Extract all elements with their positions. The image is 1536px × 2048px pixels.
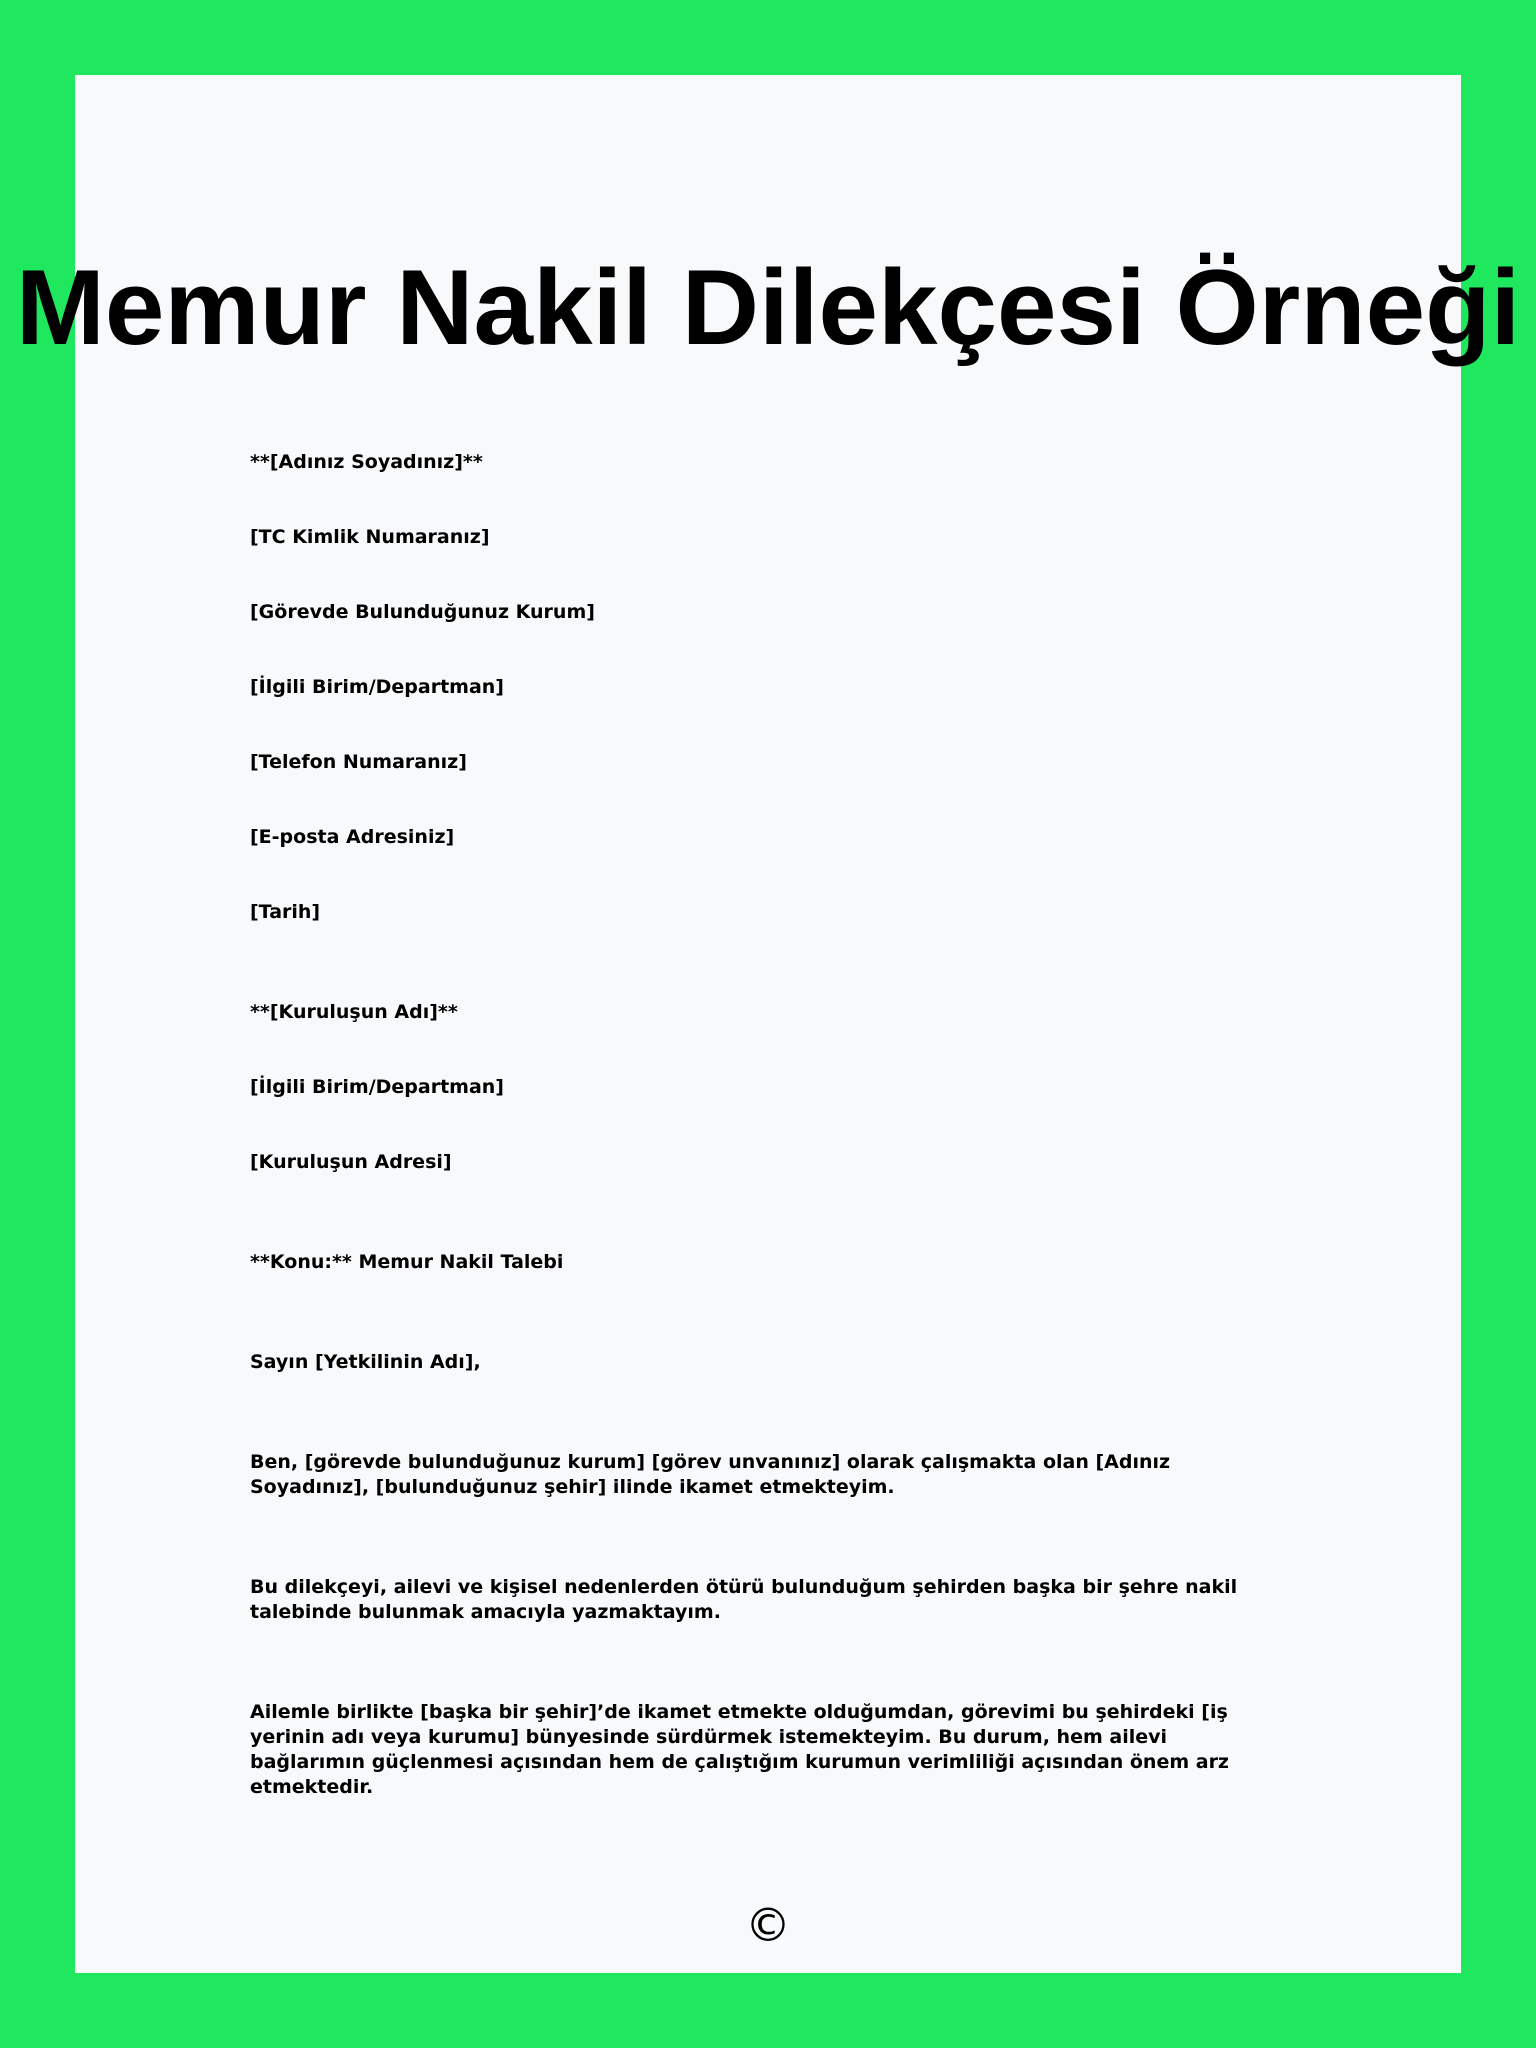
sender-institution: [Görevde Bulunduğunuz Kurum] xyxy=(250,601,595,623)
sender-tc-number: [TC Kimlik Numaranız] xyxy=(250,526,490,548)
copyright-icon: © xyxy=(745,1898,791,1952)
body-paragraph-3: Ailemle birlikte [başka bir şehir]’de ikamet etmekte olduğumdan, görevimi bu şehirdeki [iş yerinin adı veya kurumu] bünyesinde sürdürmek istemekteyim. Bu durum, hem ailevi bağlarımın güçlenmesi açısından hem de çalıştığım kurumun verimliliği açısından önem arz etmektedir. xyxy=(250,1701,1229,1798)
body-paragraph-1: Ben, [görevde bulunduğunuz kurum] [görev unvanınız] olarak çalışmakta olan [Adınız Soyadınız], [bulunduğunuz şehir] ilinde ikamet etmekteyim. xyxy=(250,1451,1171,1498)
document-content xyxy=(250,450,1280,1800)
letter-date: [Tarih] xyxy=(250,901,321,923)
sender-email: [E-posta Adresiniz] xyxy=(250,826,455,848)
recipient-block xyxy=(250,1000,1280,1175)
recipient-address: [Kuruluşun Adresi] xyxy=(250,1151,452,1173)
recipient-department: [İlgili Birim/Departman] xyxy=(250,1076,504,1098)
sender-name: **[Adınız Soyadınız]** xyxy=(250,451,483,473)
letter-salutation: Sayın [Yetkilinin Adı], xyxy=(250,1351,481,1373)
sender-phone: [Telefon Numaranız] xyxy=(250,751,467,773)
sender-department: [İlgili Birim/Departman] xyxy=(250,676,504,698)
sender-block xyxy=(250,450,1280,925)
letter-subject: **Konu:** Memur Nakil Talebi xyxy=(250,1251,564,1273)
recipient-organization: **[Kuruluşun Adı]** xyxy=(250,1001,458,1023)
document-title: Memur Nakil Dilekçesi Örneği xyxy=(15,247,1521,367)
body-paragraph-2: Bu dilekçeyi, ailevi ve kişisel nedenlerden ötürü bulunduğum şehirden başka bir şehre nakil talebinde bulunmak amacıyla yazmaktayım. xyxy=(250,1576,1238,1623)
